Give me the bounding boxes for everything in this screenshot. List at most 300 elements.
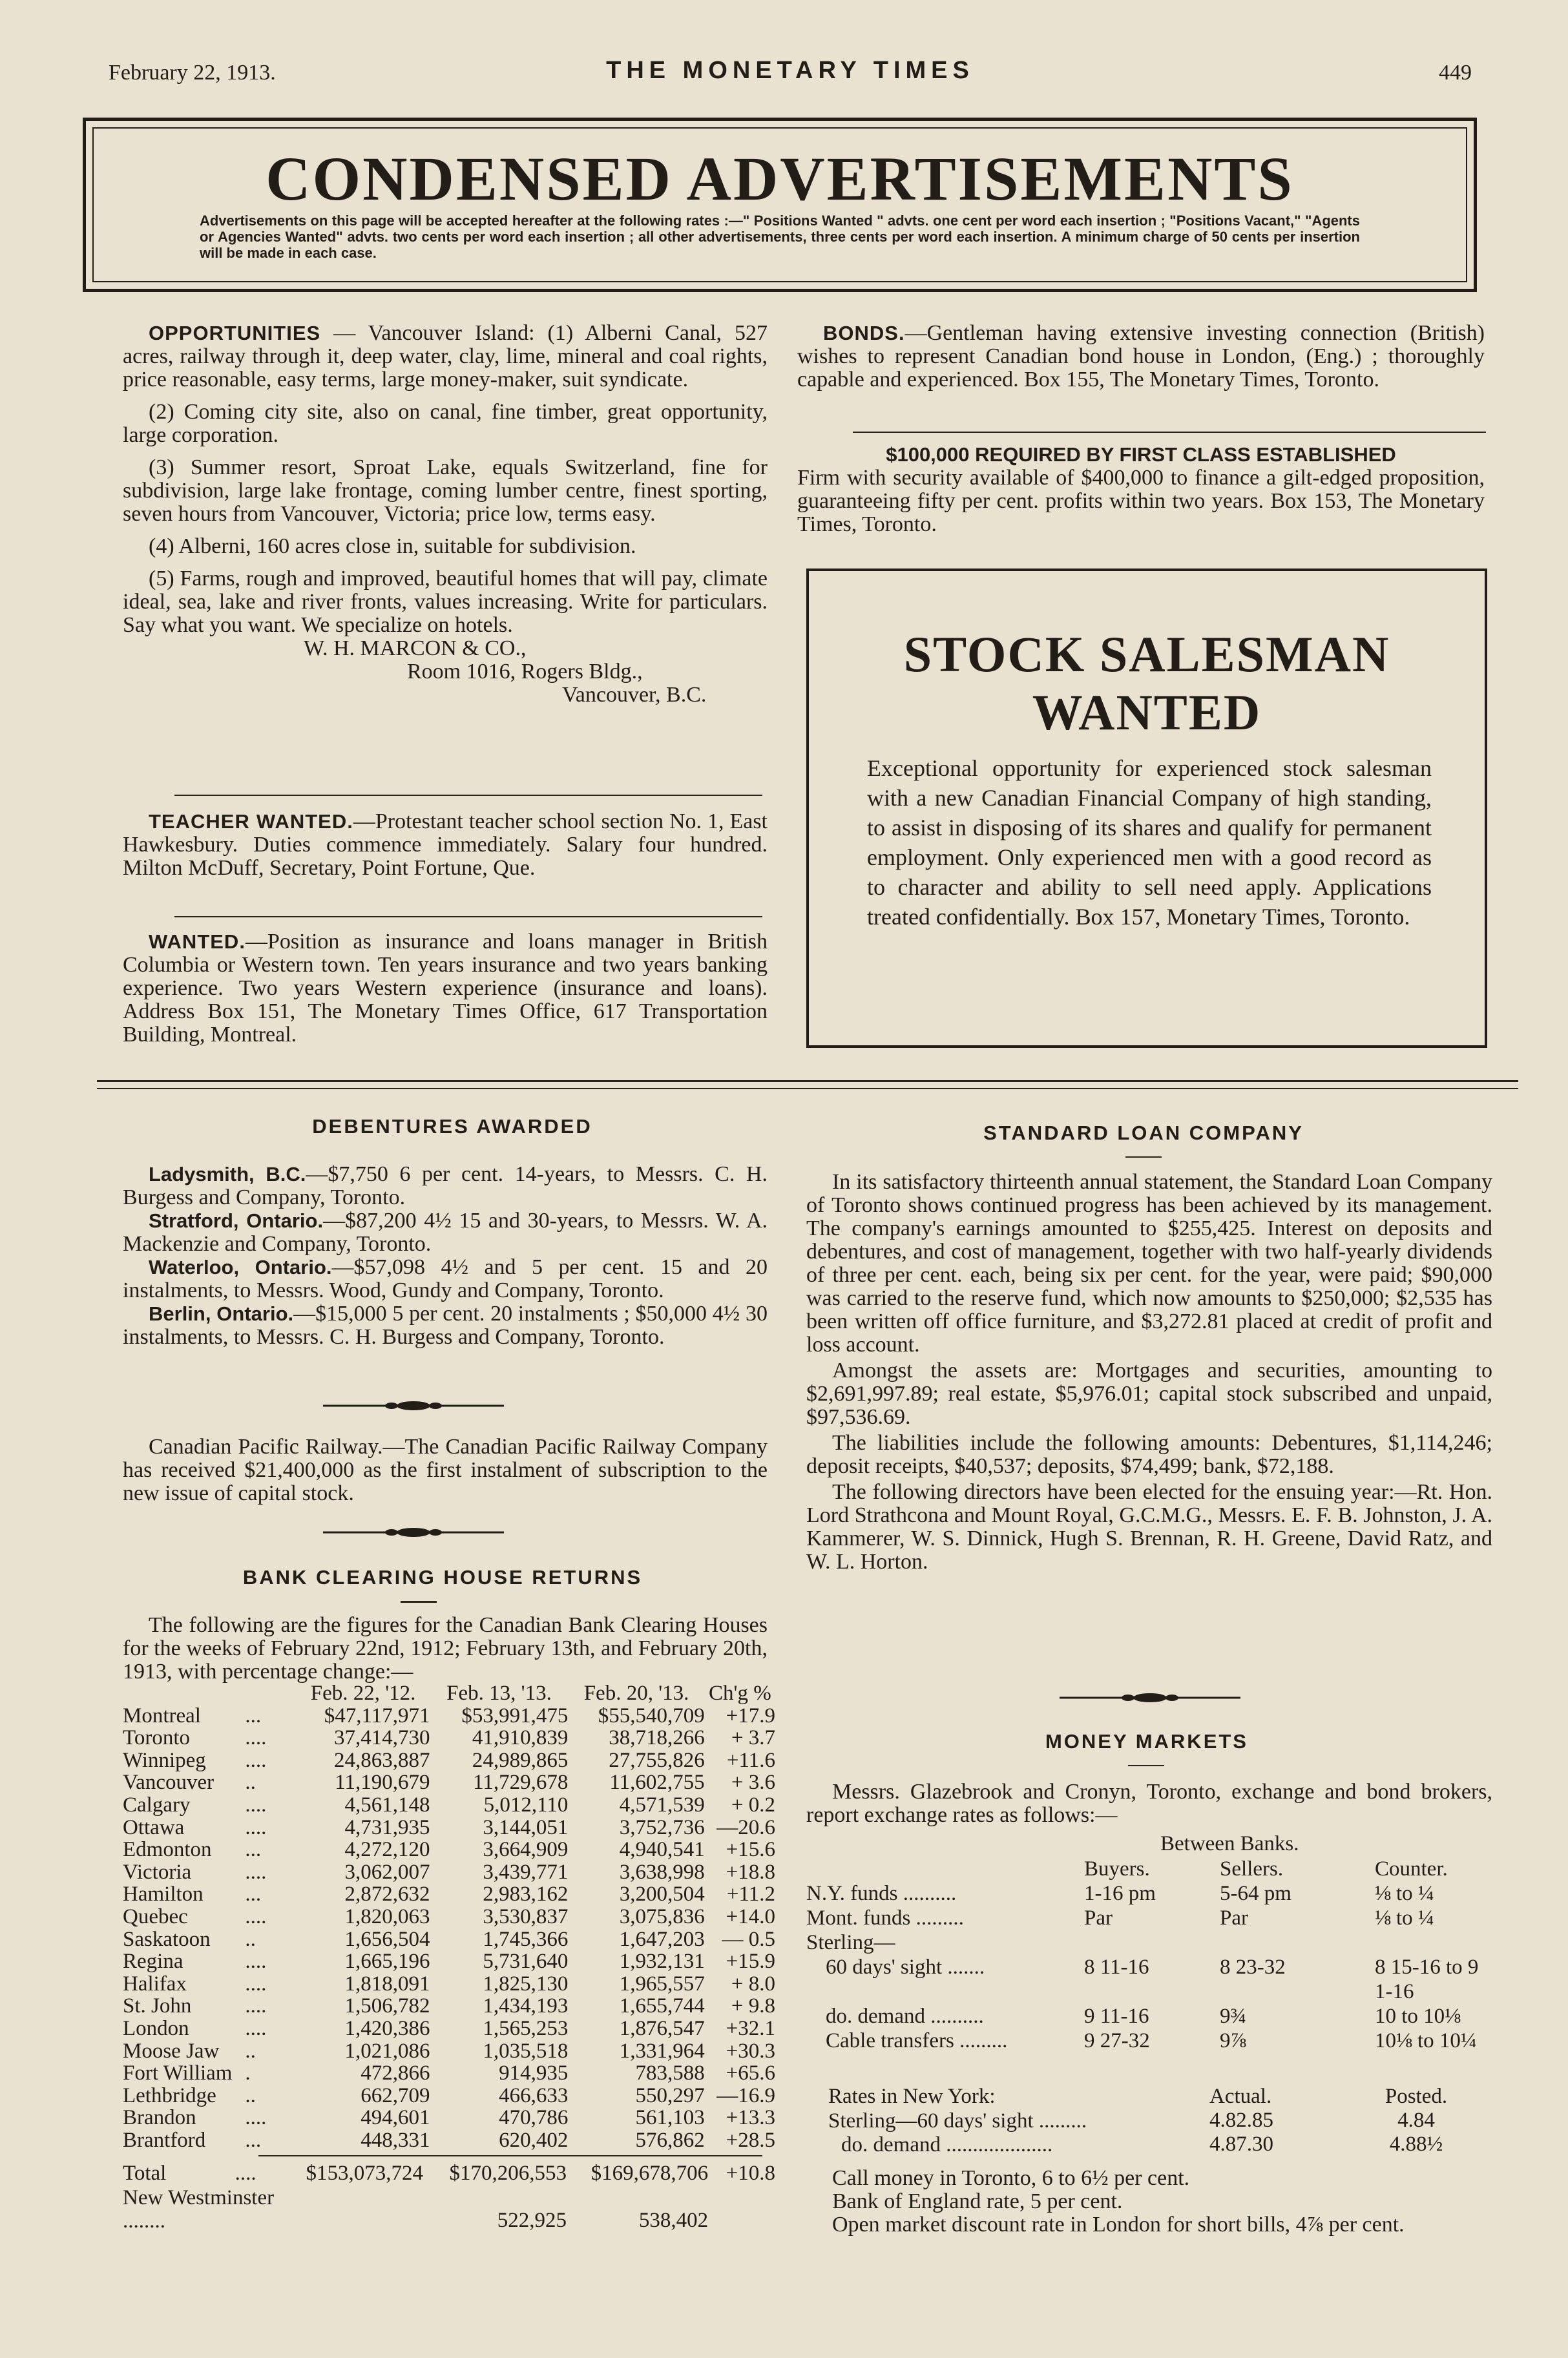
city-label: New Westminster: [123, 2186, 275, 2210]
table-row: [123, 2085, 775, 2107]
ny-heading: Rates in New York:: [828, 2085, 996, 2108]
city-name: Brandon: [123, 2106, 196, 2130]
ornament-divider: [1060, 1693, 1240, 1703]
city-name: Regina: [123, 1950, 183, 1974]
leader-dots: ....: [245, 2016, 267, 2040]
clearing-value: 561,103: [635, 2106, 705, 2130]
leader-dots: ....: [245, 1860, 267, 1884]
rate-label: [806, 1906, 1084, 1930]
stock-salesman-body: Exceptional opportunity for experienced stock salesman with a new Canadian Financial Company of high standing, to assist in disposing of its shares and qualify for permanent employment. Only experienced men with a good record as to character and ability to sell need apply. Applications treated confidentially. Box 157, Monetary Times, Toronto.: [867, 755, 1432, 930]
bank-clearing-table: [123, 1682, 775, 2233]
debenture-details: —$7,750 6 per cent. 14-years, to Messrs. C. H. Burgess and Company, Toronto.: [123, 1162, 768, 1209]
clearing-value: 2,983,162: [483, 1883, 569, 1906]
buyers-rate: [1084, 1930, 1220, 1955]
sellers-rate: 9⅞: [1220, 2029, 1247, 2052]
exchange-table: [806, 1857, 1498, 2053]
leader-dots: ....: [245, 1904, 267, 1928]
leader-dots: ..........: [903, 1882, 957, 1905]
leader-dots: .........: [915, 1906, 964, 1930]
rate-label: [806, 1881, 1084, 1906]
clearing-value: 3,530,837: [483, 1904, 569, 1928]
rate-label-text: 60 days' sight: [826, 1956, 943, 1979]
sellers-rate: 5-64 pm: [1220, 1882, 1291, 1905]
city-name: Calgary: [123, 1793, 191, 1817]
clearing-value: 11,190,679: [335, 1771, 430, 1795]
capital-required-ad: [797, 443, 1485, 536]
percent-change: +13.3: [726, 2106, 775, 2130]
clearing-value: 494,601: [361, 2106, 430, 2130]
leader-dots: ....: [245, 1726, 267, 1750]
table-header-row: [806, 1857, 1491, 1881]
table-row: [123, 2062, 775, 2085]
debenture-item: [123, 1163, 768, 1209]
table-row: [123, 1973, 775, 1996]
ornament-icon: [1060, 1693, 1240, 1703]
city-name: Toronto: [123, 1726, 191, 1750]
clearing-value: 470,786: [499, 2106, 569, 2130]
percent-change: —16.9: [716, 2083, 775, 2107]
table-row: [828, 2109, 1474, 2133]
percent-change: +65.6: [726, 2061, 775, 2085]
city-name: St. John: [123, 1994, 192, 2018]
total-table: [123, 2160, 775, 2233]
table-header-row: [123, 1682, 775, 1705]
rate-label: [806, 1930, 1084, 1955]
heading-underline: [401, 1601, 437, 1603]
clearing-value: $47,117,971: [324, 1704, 430, 1727]
leader-dots: .........: [1038, 2109, 1087, 2133]
bonds-ad: [797, 322, 1485, 391]
leader-dots: .........: [959, 2029, 1008, 2052]
table-row: [806, 1930, 1491, 1955]
city-name: Halifax: [123, 1972, 187, 1996]
sellers-rate: Par: [1220, 1906, 1248, 1930]
sellers-rate: 8 23-32: [1220, 1956, 1286, 1979]
table-row: [123, 1839, 775, 1861]
page-number: 449: [1439, 61, 1472, 85]
clearing-value: 1,434,193: [483, 1994, 569, 2018]
table-row: [123, 2107, 775, 2129]
opportunities-p4: (4) Alberni, 160 acres close in, suitable for subdivision.: [149, 534, 636, 558]
clearing-value: 538,402: [638, 2209, 709, 2233]
money-notes: [806, 2167, 1492, 2237]
clearing-value: 448,331: [361, 2128, 430, 2152]
percent-change: + 0.2: [731, 1793, 775, 1817]
city-name: Fort William: [123, 2061, 233, 2085]
leader-dots: ...: [245, 1838, 262, 1862]
percent-change: +15.6: [726, 1838, 775, 1862]
table-row: [123, 1883, 775, 1906]
table-row: [123, 1705, 775, 1727]
clearing-value: 38,718,266: [609, 1726, 705, 1750]
percent-change: +30.3: [726, 2039, 775, 2063]
table-row: [806, 2029, 1491, 2053]
clearing-value: 3,638,998: [619, 1860, 705, 1884]
teacher-wanted-body: —Protestant teacher school section No. 1, East Hawkesbury. Duties commence immediately. Salary four hundred. Milton McDuff, Secretary, Point Fortune, Que.: [123, 809, 768, 880]
cpr-text: Canadian Pacific Railway.—The Canadian Pacific Railway Company has received $21,400,000 as the first instalment of subscription to the new issue of capital stock.: [123, 1435, 768, 1505]
table-row: [123, 1817, 775, 1839]
clearing-value: 783,588: [635, 2061, 705, 2085]
standard-loan-p3: The liabilities include the following amounts: Debentures, $1,114,246; deposit receipts, $40,537; deposits, $74,499; bank, $72,188.: [806, 1431, 1492, 1478]
clearing-value: 27,755,826: [609, 1748, 705, 1772]
standard-loan-p4: The following directors have been elected for the ensuing year:—Rt. Hon. Lord Strathcona and Mount Royal, G.C.M.G., Messrs. E. F. B. Johnston, J. A. Kammerer, W. S. Dinnick, Hugh S. Brennan, R. H. Greene, David Ratz, and W. L. Horton.: [806, 1480, 1492, 1574]
leader-dots: ....: [245, 1793, 267, 1817]
teacher-wanted-lead: TEACHER WANTED.: [149, 810, 353, 833]
position-wanted-body: —Position as insurance and loans manager in British Columbia or Western town. Ten years insurance and two years banking experience. Two years Western experience (insurance and loans). Address Box 151, The Monetary Times Office, 617 Transportation Building, Montreal.: [123, 930, 768, 1047]
clearing-value: 576,862: [635, 2128, 705, 2152]
buyers-rate: 1-16 pm: [1084, 1882, 1156, 1905]
sellers-rate: [1220, 1930, 1375, 1955]
clearing-value: 4,940,541: [619, 1838, 705, 1862]
clearing-value: 1,331,964: [619, 2039, 705, 2063]
percent-change: + 3.7: [731, 1726, 775, 1750]
table-row: [123, 1928, 775, 1951]
debenture-place: Ladysmith, B.C.: [149, 1163, 306, 1185]
rate-label-text: Sterling—: [806, 1931, 895, 1954]
leader-dots: ....: [245, 1748, 267, 1772]
sellers-rate: 9¾: [1220, 2005, 1247, 2028]
city-name: Vancouver: [123, 1771, 214, 1795]
table-row: [806, 1881, 1491, 1906]
table-row: [123, 1794, 775, 1817]
clearing-value: 3,144,051: [483, 1815, 569, 1839]
clearing-value: 3,200,504: [619, 1883, 705, 1906]
total-value: $169,678,706: [591, 2161, 709, 2185]
stock-salesman-ad: [806, 569, 1487, 1048]
divider: [174, 795, 762, 796]
percent-change: +32.1: [726, 2016, 775, 2040]
ny-rate-label: [828, 2109, 1209, 2133]
posted-rate: 4.84: [1397, 2109, 1435, 2132]
clearing-value: 1,035,518: [483, 2039, 569, 2063]
percent-change: +14.0: [726, 1904, 775, 1928]
leader-dots: ...: [245, 1704, 262, 1727]
clearing-value: 2,872,632: [344, 1883, 430, 1906]
clearing-value: 24,989,865: [472, 1748, 569, 1772]
clearing-value: 3,075,836: [619, 1904, 705, 1928]
capital-required-text: Firm with security available of $400,000 to finance a gilt-edged proposition, guaranteeing fifty per cent. profits within two years. Box 153, The Monetary Times, Toronto.: [797, 466, 1485, 536]
table-row: [123, 1906, 775, 1928]
rate-label-text: do. demand: [826, 2005, 925, 2028]
clearing-value: 1,647,203: [619, 1927, 705, 1951]
section-divider-bottom: [97, 1088, 1518, 1089]
bank-clearing-intro: [123, 1614, 768, 1684]
money-markets-intro-text: Messrs. Glazebrook and Cronyn, Toronto, exchange and bond brokers, report exchange rates as follows:—: [806, 1780, 1492, 1827]
condensed-ads-banner: [83, 118, 1477, 292]
running-head: [109, 57, 1472, 89]
leader-dots: ....: [245, 1994, 267, 2018]
table-row: [806, 1955, 1491, 2004]
table-row: [123, 2040, 775, 2063]
leader-dots: ..: [245, 1771, 256, 1795]
city-name: Moose Jaw: [123, 2039, 220, 2063]
clearing-value: 3,062,007: [344, 1860, 430, 1884]
signature-line-1: W. H. MARCON & CO.,: [304, 636, 527, 660]
clearing-value: 550,297: [635, 2083, 705, 2107]
money-markets-intro: [806, 1780, 1492, 1827]
clearing-value: 1,420,386: [344, 2016, 430, 2040]
table-row: [123, 1749, 775, 1772]
table-header-row: [828, 2084, 1474, 2109]
table-row: [806, 2004, 1491, 2029]
city-name: Ottawa: [123, 1815, 185, 1839]
open-market-rate: Open market discount rate in London for short bills, 4⅞ per cent.: [832, 2213, 1405, 2237]
clearing-value: 1,565,253: [483, 2016, 569, 2040]
capital-required-lead: [797, 443, 1485, 466]
opportunities-p3: (3) Summer resort, Sproat Lake, equals Switzerland, fine for subdivision, large lake frontage, coming lumber centre, finest sporting, seven hours from Vancouver, Victoria; price low, terms easy.: [123, 455, 768, 526]
opportunities-ad: [123, 322, 768, 707]
city-name: Victoria: [123, 1860, 192, 1884]
clearings-table: [123, 1682, 775, 2151]
clearing-value: 1,665,196: [344, 1950, 430, 1974]
rate-label: [806, 1955, 1084, 2004]
debenture-item: [123, 1302, 768, 1349]
percent-change: + 8.0: [731, 1972, 775, 1996]
position-wanted-ad: [123, 930, 768, 1047]
issue-date: February 22, 1913.: [109, 61, 276, 85]
clearing-value: 4,731,935: [344, 1815, 430, 1839]
clearing-value: 1,818,091: [344, 1972, 430, 1996]
column-header: Feb. 20, '13.: [583, 1682, 689, 1705]
table-row: [123, 1727, 775, 1749]
clearing-value: 522,925: [497, 2209, 567, 2233]
clearing-value: 5,012,110: [483, 1793, 569, 1817]
percent-change: +15.9: [726, 1950, 775, 1974]
standard-loan-p2: Amongst the assets are: Mortgages and securities, amounting to $2,691,997.89; real estate, $5,976.01; capital stock subscribed and unpaid, $97,536.69.: [806, 1359, 1492, 1429]
table-row: [123, 2186, 775, 2233]
clearing-value: 914,935: [499, 2061, 569, 2085]
position-wanted-text: [123, 930, 768, 1047]
column-header: Buyers.: [1084, 1857, 1150, 1881]
leader-dots: ...: [245, 2128, 262, 2152]
table-row: [806, 1906, 1491, 1930]
percent-change: +11.6: [726, 1748, 775, 1772]
clearing-value: 1,820,063: [344, 1904, 430, 1928]
clearing-value: $55,540,709: [598, 1704, 705, 1727]
teacher-wanted-text: [123, 810, 768, 880]
capital-required-heading: $100,000 REQUIRED BY FIRST CLASS ESTABLISHED: [886, 443, 1396, 466]
leader-dots: ........: [123, 2209, 165, 2233]
exchange-rates-table: [806, 1857, 1491, 2053]
column-header: Ch'g %: [708, 1682, 771, 1705]
heading-underline: [1125, 1156, 1162, 1158]
debenture-place: Stratford, Ontario.: [149, 1209, 324, 1232]
table-body: [828, 2109, 1474, 2156]
money-markets-heading: MONEY MARKETS: [1045, 1730, 1248, 1753]
city-name: Saskatoon: [123, 1927, 211, 1951]
table-body: [806, 1881, 1491, 2053]
clearing-value: 1,876,547: [619, 2016, 705, 2040]
opportunities-lead: OPPORTUNITIES: [149, 322, 321, 344]
journal-title: THE MONETARY TIMES: [606, 57, 974, 84]
counter-rate: 10 to 10⅛: [1375, 2005, 1461, 2028]
buyers-rate: 8 11-16: [1084, 1956, 1149, 1979]
bonds-lead: BONDS.: [823, 322, 905, 344]
counter-rate: ⅛ to ¼: [1375, 1906, 1434, 1930]
column-header: Counter.: [1375, 1857, 1448, 1881]
leader-dots: ....: [245, 1950, 267, 1974]
ornament-icon: [323, 1527, 504, 1538]
total-rule: [258, 2155, 762, 2156]
clearing-value: 472,866: [361, 2061, 430, 2085]
divider: [853, 432, 1486, 433]
table-row: [123, 1995, 775, 2018]
bonds-body: —Gentleman having extensive investing connection (British) wishes to represent Canadian bond house in London, (Eng.) ; thoroughly capable and experienced. Box 155, The Monetary Times, Toronto.: [797, 321, 1485, 391]
opportunities-p5: (5) Farms, rough and improved, beautiful homes that will pay, climate ideal, sea, lake and river fronts, values increasing. Write for particulars. Say what you want. We specialize on hotels.: [123, 567, 768, 637]
clearing-value: 1,655,744: [619, 1994, 705, 2018]
table-row: [828, 2133, 1474, 2156]
leader-dots: ....: [235, 2161, 256, 2185]
city-name: Brantford: [123, 2128, 206, 2152]
clearing-value: 466,633: [499, 2083, 569, 2107]
clearing-value: 37,414,730: [334, 1726, 430, 1750]
clearing-value: 24,863,887: [334, 1748, 430, 1772]
table-row: [123, 1861, 775, 1884]
debentures-list: [123, 1163, 768, 1349]
rate-label: [806, 2029, 1084, 2053]
total-label: Total: [123, 2162, 167, 2186]
clearing-value: 620,402: [499, 2128, 569, 2152]
actual-rate: 4.87.30: [1209, 2133, 1273, 2156]
leader-dots: ....: [245, 1815, 267, 1839]
total-value: $153,073,724: [306, 2161, 423, 2185]
opportunities-p1: [123, 322, 768, 391]
ornament-icon: [323, 1401, 504, 1411]
leader-dots: ...: [245, 1883, 262, 1906]
clearing-value: 3,752,736: [619, 1815, 705, 1839]
clearing-value: 3,439,771: [483, 1860, 569, 1884]
city-name: Quebec: [123, 1904, 188, 1928]
cpr-note: [123, 1435, 768, 1505]
debenture-place: Waterloo, Ontario.: [149, 1256, 332, 1278]
clearing-value: 1,965,557: [619, 1972, 705, 1996]
opportunities-p2: (2) Coming city site, also on canal, fine timber, great opportunity, large corporation.: [123, 400, 768, 447]
rate-label-text: Cable transfers: [826, 2029, 954, 2052]
clearing-value: 1,825,130: [483, 1972, 569, 1996]
rate-label-text: N.Y. funds: [806, 1882, 898, 1905]
table-row: [123, 1950, 775, 1973]
clearing-value: 1,932,131: [619, 1950, 705, 1974]
city-name: Montreal: [123, 1704, 201, 1727]
divider: [174, 916, 762, 917]
clearing-value: 1,745,366: [483, 1927, 569, 1951]
total-value: $170,206,553: [449, 2161, 567, 2185]
ornament-divider: [323, 1401, 504, 1411]
leader-dots: ....: [245, 2106, 267, 2130]
debenture-place: Berlin, Ontario.: [149, 1302, 294, 1325]
percent-change: +17.9: [726, 1704, 775, 1727]
city-name: Edmonton: [123, 1838, 212, 1862]
clearing-value: 4,561,148: [344, 1793, 430, 1817]
percent-change: —20.6: [716, 1815, 775, 1839]
clearing-value: 41,910,839: [472, 1726, 569, 1750]
buyers-rate: Par: [1084, 1906, 1113, 1930]
counter-rate: ⅛ to ¼: [1375, 1882, 1434, 1905]
buyers-rate: 9 11-16: [1084, 2005, 1149, 2028]
clearing-value: 4,272,120: [344, 1838, 430, 1862]
teacher-wanted-ad: [123, 810, 768, 880]
bank-clearing-intro-text: The following are the figures for the Canadian Bank Clearing Houses for the weeks of February 22nd, 1912; February 13th, and February 20th, 1913, with percentage change:—: [123, 1613, 768, 1684]
heading-underline: [1128, 1765, 1164, 1766]
bank-rate: Bank of England rate, 5 per cent.: [832, 2189, 1123, 2213]
total-row: [123, 2160, 775, 2186]
signature-line-3: Vancouver, B.C.: [562, 683, 707, 707]
ny-rates-table: [828, 2084, 1474, 2156]
counter-rate: 8 15-16 to 9 1-16: [1375, 1956, 1479, 2003]
table-row: [123, 2129, 775, 2152]
debenture-details: —$15,000 5 per cent. 20 instalments ; $50,000 4½ 30 instalments, to Messrs. C. H. Burgess and Company, Toronto.: [123, 1302, 768, 1349]
percent-change: + 3.6: [731, 1771, 775, 1795]
leader-dots: .......: [947, 1956, 985, 1979]
ny-rate-label-text: do. demand: [841, 2133, 941, 2156]
city-name: [123, 2186, 280, 2233]
city-name: Lethbridge: [123, 2083, 216, 2107]
total-change: +10.8: [726, 2161, 775, 2185]
bank-clearing-heading: BANK CLEARING HOUSE RETURNS: [242, 1566, 643, 1589]
city-name: Winnipeg: [123, 1748, 206, 1772]
table-row: [123, 1771, 775, 1794]
clearing-value: 11,602,755: [609, 1771, 705, 1795]
rate-label-text: Mont. funds: [806, 1906, 911, 1930]
column-header: Feb. 13, '13.: [446, 1682, 552, 1705]
table-row: [123, 2018, 775, 2040]
debenture-item: [123, 1209, 768, 1256]
stock-salesman-title: STOCK SALESMAN WANTED: [903, 626, 1390, 740]
clearing-value: 11,729,678: [473, 1771, 569, 1795]
standard-loan-p1: In its satisfactory thirteenth annual statement, the Standard Loan Company of Toronto shows continued progress has been achieved by its management. The company's earnings amounted to $255,425. Interest on deposits and debentures, and cost of management, together with two half-yearly dividends of three per cent. each, being six per cent. for the year, were paid; $90,000 was carried to the reserve fund, which now amounts to $250,000; $2,535 has been written off office furniture, and $3,272.81 placed at credit of profit and loss account.: [806, 1170, 1492, 1357]
clearing-value: $53,991,475: [461, 1704, 569, 1727]
debentures-heading: DEBENTURES AWARDED: [312, 1115, 592, 1138]
percent-change: +11.2: [726, 1883, 775, 1906]
ny-rates: [828, 2084, 1498, 2156]
ny-rate-label: [828, 2133, 1209, 2156]
posted-rate: 4.88½: [1389, 2133, 1443, 2156]
clearing-value: 3,664,909: [483, 1838, 569, 1862]
column-header: Feb. 22, '12.: [310, 1682, 416, 1705]
column-header: Actual.: [1209, 2084, 1272, 2108]
standard-loan-heading: STANDARD LOAN COMPANY: [983, 1122, 1304, 1144]
leader-dots: ..: [245, 2039, 256, 2063]
condensed-ads-rates: Advertisements on this page will be accepted hereafter at the following rates :—" Positions Wanted " advts. one cent per word each insertion ; "Positions Vacant," "Agents or Agencies Wanted" advts. two cents per word each insertion ; all other advertisements, three cents per word each insertion. A minimum charge of 50 cents per insertion will be made in each case.: [200, 213, 1360, 261]
leader-dots: ..: [245, 1927, 256, 1951]
leader-dots: ....................: [946, 2133, 1053, 2156]
leader-dots: ..........: [930, 2005, 984, 2028]
column-header: Posted.: [1385, 2084, 1448, 2108]
opportunities-p1-text: — Vancouver Island: (1) Alberni Canal, 527 acres, railway through it, deep water, clay, lime, mineral and coal rights, price reasonable, easy terms, large money-maker, suit syndicate.: [123, 321, 768, 391]
ornament-divider: [323, 1527, 504, 1538]
percent-change: + 9.8: [731, 1994, 775, 2018]
column-header: Sellers.: [1220, 1857, 1284, 1881]
actual-rate: 4.82.85: [1209, 2109, 1273, 2132]
leader-dots: ..: [245, 2083, 256, 2107]
buyers-rate: 9 27-32: [1084, 2029, 1150, 2052]
counter-rate: [1375, 1930, 1491, 1955]
percent-change: — 0.5: [722, 1927, 775, 1951]
clearing-value: 1,506,782: [344, 1994, 430, 2018]
leader-dots: .: [245, 2061, 251, 2085]
bonds-text: [797, 322, 1485, 391]
table-body: [123, 1705, 775, 2152]
debenture-details: —$57,098 4½ and 5 per cent. 15 and 20 instalments, to Messrs. Wood, Gundy and Company, Toronto.: [123, 1255, 768, 1302]
signature-line-2: Room 1016, Rogers Bldg.,: [407, 660, 643, 683]
city-name: Hamilton: [123, 1883, 204, 1906]
section-divider-top: [97, 1080, 1518, 1082]
counter-rate: 10⅛ to 10¼: [1375, 2029, 1477, 2052]
clearing-value: 4,571,539: [619, 1793, 705, 1817]
city-name: London: [123, 2016, 189, 2040]
clearing-value: 662,709: [361, 2083, 430, 2107]
percent-change: +28.5: [726, 2128, 775, 2152]
